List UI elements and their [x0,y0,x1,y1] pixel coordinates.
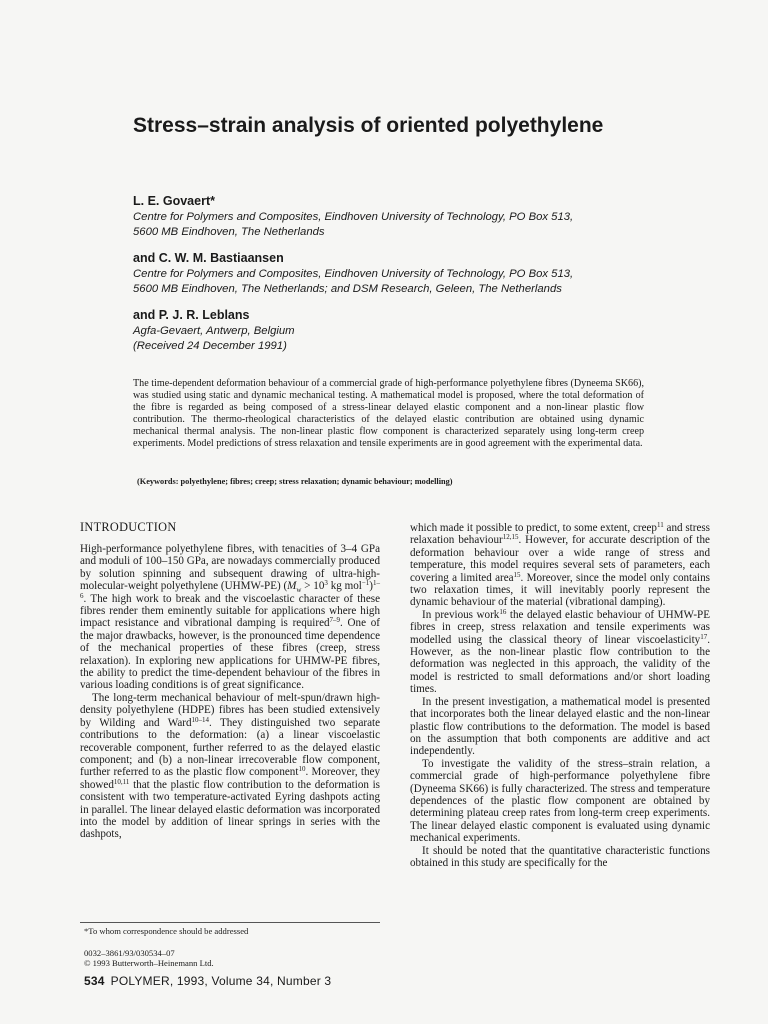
paragraph: It should be noted that the quantitative characteristic functions obtained in this study are specifically for the [410,844,710,869]
left-column [80,543,380,841]
author-affiliation: Centre for Polymers and Composites, Eindhoven University of Technology, PO Box 513, [133,211,574,223]
citation: 12,15 [502,533,519,542]
paper-title: Stress–strain analysis of oriented polyethylene [133,114,604,137]
author-name: and C. W. M. Bastiaansen [133,251,284,265]
paragraph: In previous work$^{16}$ the delayed elastic behaviour of UHMW-PE fibres in creep, stress relaxation and tensile experiments was modelled using the classical theory of linear viscoelasticity$^{17}$. However, as the non-linear plastic flow contribution to the deformation was neglected in this approach, the validity of the model is restricted to small deformations and/or short loading times. [410,607,710,696]
paragraph: To investigate the validity of the stress–strain relation, a commercial grade of high-performance polyethylene fibre (Dyneema SK66) is fully characterized. The stress and temperature dependences of the plastic flow component are obtained by determining plateau creep rates from long-term creep experiments. The linear delayed elastic component is evaluated using dynamic mechanical experiments. [410,757,710,845]
author-affiliation: Agfa-Gevaert, Antwerp, Belgium [133,325,295,337]
paragraph: The long-term mechanical behaviour of melt-spun/drawn high-density polyethylene (HDPE) fibres has been studied extensively by Wilding and Ward$^{10-14}$. They distinguished two separate contributions to the deformation: (a) a linear viscoelastic recoverable component, further referred to as the delayed elastic component; and (b) a non-linear irrecoverable flow component, further referred to as the plastic flow component$^{10}$. Moreover, they showed$^{10,11}$ that the plastic flow contribution to the deformation is consistent with two temperature-activated Eyring dashpots acting in parallel. The linear delayed elastic deformation was incorporated into the model by addition of linear springs in series with the dashpots, [80,691,380,841]
author-block-bastiaansen [133,250,673,297]
keywords: (Keywords: polyethylene; fibres; creep; stress relaxation; dynamic behaviour; modelling) [137,477,453,486]
citation: 16 [499,607,507,616]
paragraph: In the present investigation, a mathematical model is presented that incorporates both the linear delayed elastic and the non-linear plastic flow contributions to the deformation. The model is based on the assumption that both components are additive and act independently. [410,695,710,758]
author-affiliation: 5600 MB Eindhoven, The Netherlands; and DSM Research, Geleen, The Netherlands [133,283,562,295]
citation: 17 [700,632,708,641]
citation: 7–9 [329,616,341,625]
author-name: L. E. Govaert* [133,194,215,208]
journal-citation: POLYMER, 1993, Volume 34, Number 3 [110,974,332,988]
publication-info [84,948,214,968]
citation: 15 [513,570,521,579]
author-affiliation: 5600 MB Eindhoven, The Netherlands [133,226,325,238]
citation: 10,11 [113,777,130,786]
abstract: The time-dependent deformation behaviour of a commercial grade of high-performance polyethylene fibres (Dyneema SK66), was studied using static and dynamic mechanical testing. A mathematical model is proposed, where the total deformation of the fibre is regarded as being composed of a stress-linear delayed elastic component and a non-linear plastic flow contribution. The thermo-rheological characteristics of the delayed elastic contribution are obtained using dynamic mechanical thermal analysis. The non-linear plastic flow component is characterized separately using long-term creep experiments. Model predictions of stress relaxation and tensile experiments are in good agreement with the experimental data. [133,378,644,449]
citation: 10–14 [191,715,209,724]
author-block-govaert [133,193,673,240]
citation: 1–6 [80,579,380,600]
citation: 11 [656,521,664,529]
footnote-divider [80,922,380,923]
received-date: (Received 24 December 1991) [133,340,287,352]
citation: 10 [298,765,306,774]
author-name: and P. J. R. Leblans [133,308,250,322]
publication-code: 0032–3861/93/030534–07 [84,948,175,958]
page-footer [84,974,331,988]
paragraph: which made it possible to predict, to some extent, creep$^{11}$ and stress relaxation behaviour$^{12,15}$. However, for accurate description of the deformation behaviour over a wide range of stress and temperature, this model requires several sets of parameters, each covering a limited area$^{15}$. Moreover, since the model only contains two relaxation times, it will inevitably poorly represent the dynamic behaviour of the material (vibrational damping). [410,521,710,609]
correspondence-footnote: *To whom correspondence should be addressed [84,926,249,936]
section-heading-introduction: INTRODUCTION [80,520,177,534]
author-block-leblans [133,307,673,354]
paragraph: High-performance polyethylene fibres, with tenacities of 3–4 GPa and moduli of 100–150 GPa, are nowadays commercially produced by solution spinning and subsequent drawing of ultra-high-molecular-weight polyethylene (UHMW-PE) ($M_w > 10^3$ kg mol$^{-1}$)$^{1-6}$. The high work to break and the viscoelastic character of these fibres render them eminently suitable for applications where high impact resistance and vibrational damping is required$^{7-9}$. One of the major drawbacks, however, is the pronounced time dependence of the mechanical properties of these fibres (creep, stress relaxation). In exploring new applications for UHMW-PE fibres, the ability to predict the time-dependent behaviour of the fibres in various loading conditions is of great significance. [80,543,380,692]
copyright-notice: © 1993 Butterworth–Heinemann Ltd. [84,958,214,968]
page-number: 534 [84,974,105,988]
author-affiliation: Centre for Polymers and Composites, Eindhoven University of Technology, PO Box 513, [133,268,574,280]
right-column [410,522,710,869]
